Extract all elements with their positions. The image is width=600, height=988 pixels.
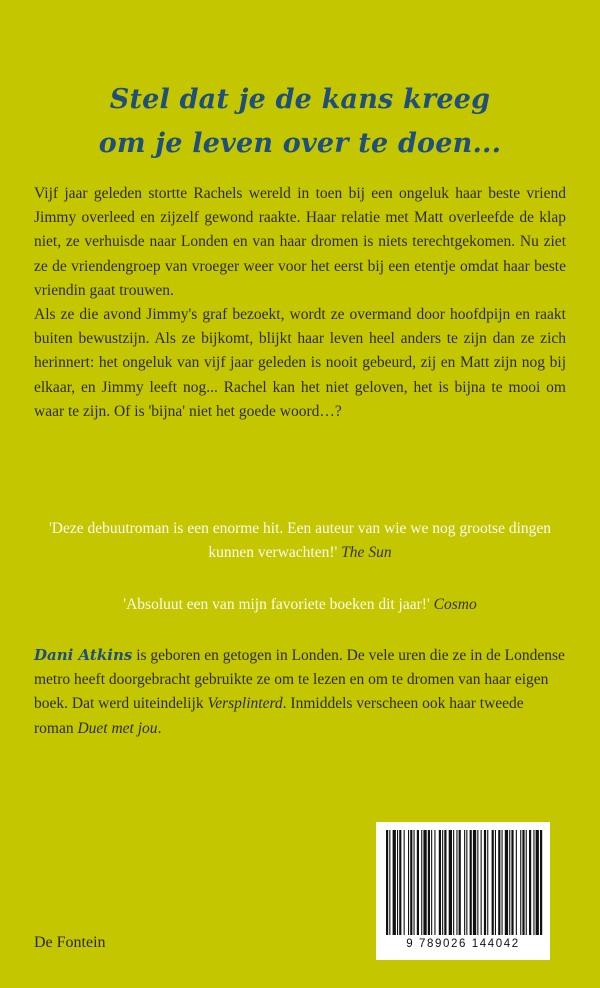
bio-text-2: . Inmiddels verscheen ook haar tweede roman [34, 695, 524, 737]
quote-source: Cosmo [433, 596, 477, 613]
book-title-2: Duet met jou [77, 719, 158, 737]
author-bio [34, 643, 566, 741]
tagline-line-2: om je leven over te doen... [98, 128, 502, 159]
isbn-number: 9 789026 144042 [406, 938, 520, 950]
publisher-name: De Fontein [34, 934, 106, 951]
blurb-paragraph-2: Als ze die avond Jimmy's graf bezoekt, wordt ze overmand door hoofdpijn en raakt buiten bewustzijn. Als ze bijkomt, blijkt haar leven heel anders te zijn dan ze zich herinnert: het ongeluk van vijf jaar geleden is nooit gebeurd, zij en Matt zijn nog bij elkaar, en Jimmy leeft nog... Rachel kan het niet geloven, het is bijna te mooi om waar te zijn. Of is 'bijna' niet het goede woord…? [34, 306, 566, 420]
quote-text: 'Absoluut een van mijn favoriete boeken dit jaar!' [123, 596, 430, 613]
quote-text: 'Deze debuutroman is een enorme hit. Een auteur van wie we nog grootse dingen kunnen verwachten!' [48, 520, 552, 561]
review-quote-1 [40, 517, 560, 565]
bio-text-1: is geboren en getogen in Londen. De vele uren die ze in de Londense metro heeft doorgebracht gebruikte ze om te lezen en om te dromen van haar eigen boek. Dat werd uiteindelijk [34, 647, 565, 713]
quote-source: The Sun [341, 544, 392, 561]
book-title-1: Versplinterd [207, 695, 283, 713]
blurb-paragraph-1: Vijf jaar geleden stortte Rachels wereld in toen bij een ongeluk haar beste vriend Jimmy overleed en zijzelf gewond raakte. Haar relatie met Matt overleefde de klap niet, ze verhuisde naar Londen en van haar dromen is niets terechtgekomen. Nu ziet ze de vriendengroep van vroeger weer voor het eerst bij een etentje omdat haar beste vriendin gaat trouwen. [34, 185, 566, 299]
tagline-line-1: Stel dat je de kans kreeg [109, 84, 491, 115]
review-quote-2 [40, 593, 560, 617]
blurb [34, 182, 566, 424]
bio-text-3: . [157, 719, 162, 737]
barcode-bars [382, 830, 544, 935]
author-name: Dani Atkins [34, 646, 133, 664]
isbn-barcode [376, 822, 550, 960]
tagline [0, 78, 600, 166]
